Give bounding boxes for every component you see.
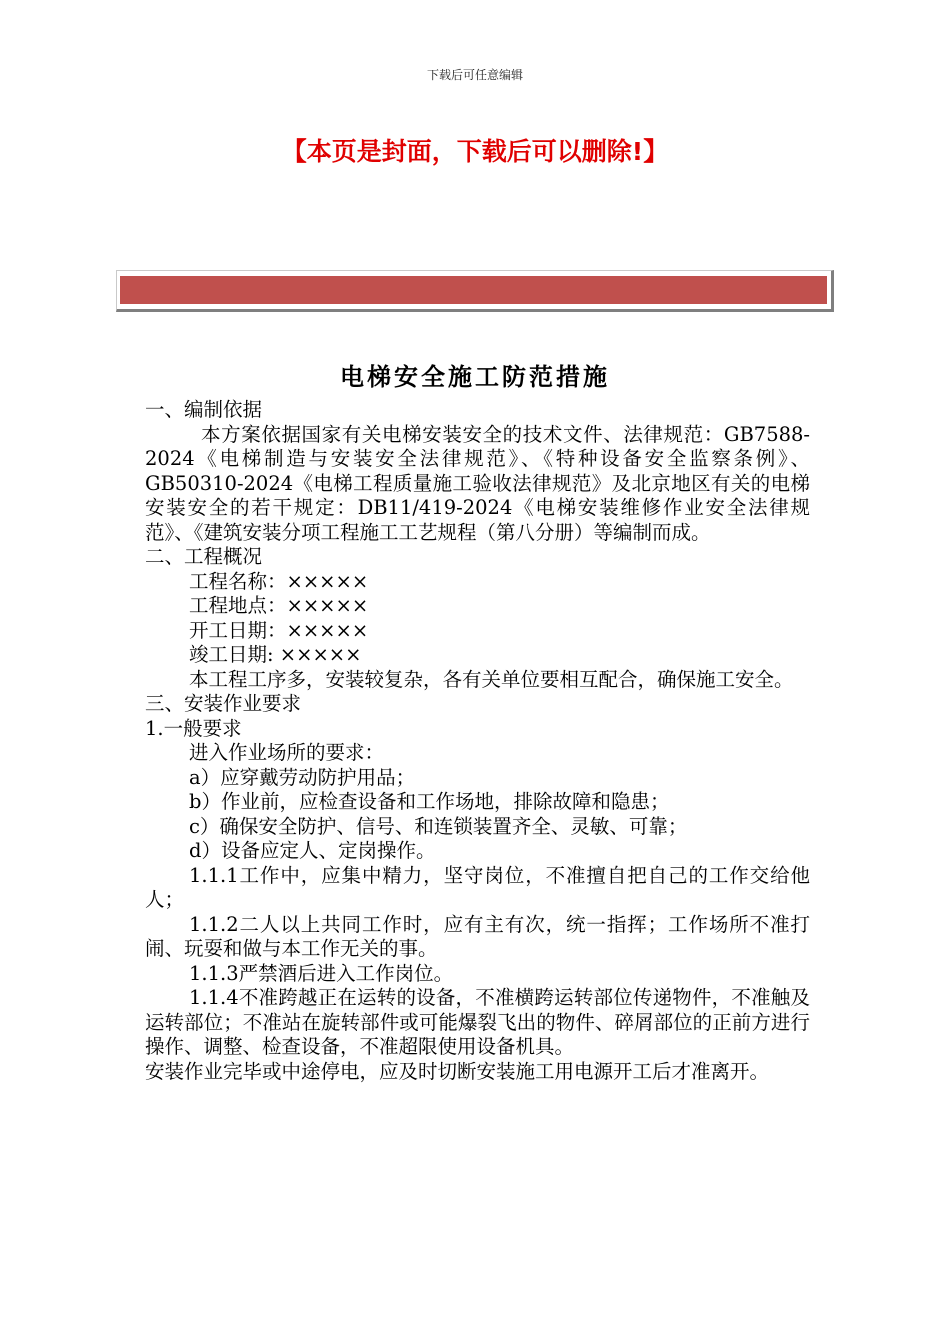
project-name: 工程名称：×××××	[189, 569, 369, 593]
entry-requirements: 进入作业场所的要求：	[189, 741, 385, 764]
closing-paragraph: 安装作业完毕或中途停电，应及时切断安装施工用电源开工后才准离开。	[145, 1059, 770, 1083]
project-location: 工程地点：×××××	[189, 594, 369, 617]
page-header-note: 下载后可任意编辑	[426, 68, 523, 82]
rule-1-1-2: 1.1.2二人以上共同工作时，应有主有次，统一指挥；工作场所不准打闹、玩耍和做与本工作无关的事。	[145, 912, 810, 960]
rule-1-1-1: 1.1.1工作中，应集中精力，坚守岗位，不准擅自把自己的工作交给他人；	[145, 863, 810, 911]
section-2-paragraph: 本工程工序多，安装较复杂，各有关单位要相互配合，确保施工安全。	[189, 667, 794, 691]
section-1-paragraph: 本方案依据国家有关电梯安装安全的技术文件、法律规范：GB7588-2024《电梯制造与安装安全法律规范》、《特种设备安全监察条例》、GB50310-2024《电梯工程质量施工验收法律规范》及北京地区有关的电梯安装安全的若干规定：DB11/419-2024《电梯安装维修作业安全法律规范》、《建筑安装分项工程施工工艺规程（第八分册）等编制而成。	[145, 422, 810, 544]
requirement-item-d: d）设备应定人、定岗操作。	[189, 839, 436, 862]
section-2-heading: 二、工程概况	[145, 545, 263, 568]
cover-delete-notice: 【本页是封面，下载后可以删除!】	[281, 137, 669, 166]
requirement-item-b: b）作业前，应检查设备和工作场地，排除故障和隐患；	[189, 790, 670, 813]
requirement-item-c: c）确保安全防护、信号、和连锁装置齐全、灵敏、可靠；	[189, 814, 688, 838]
banner-red-bar	[120, 276, 827, 304]
section-1-heading: 一、编制依据	[145, 398, 263, 421]
document-body	[145, 398, 810, 1084]
section-3-heading: 三、安装作业要求	[145, 692, 302, 715]
end-date: 竣工日期: ×××××	[189, 643, 362, 666]
requirement-item-a: a）应穿戴劳动防护用品；	[189, 765, 416, 789]
rule-1-1-4: 1.1.4不准跨越正在运转的设备，不准横跨运转部位传递物件，不准触及运转部位；不准站在旋转部件或可能爆裂飞出的物件、碎屑部位的正前方进行操作、调整、检查设备，不准超限使用设备机具。	[145, 986, 810, 1058]
subsection-1-heading: 1.一般要求	[145, 716, 242, 740]
start-date: 开工日期：×××××	[189, 618, 369, 642]
document-title: 电梯安全施工防范措施	[340, 363, 610, 391]
rule-1-1-3: 1.1.3严禁酒后进入工作岗位。	[189, 961, 454, 985]
decorative-banner	[116, 270, 834, 312]
